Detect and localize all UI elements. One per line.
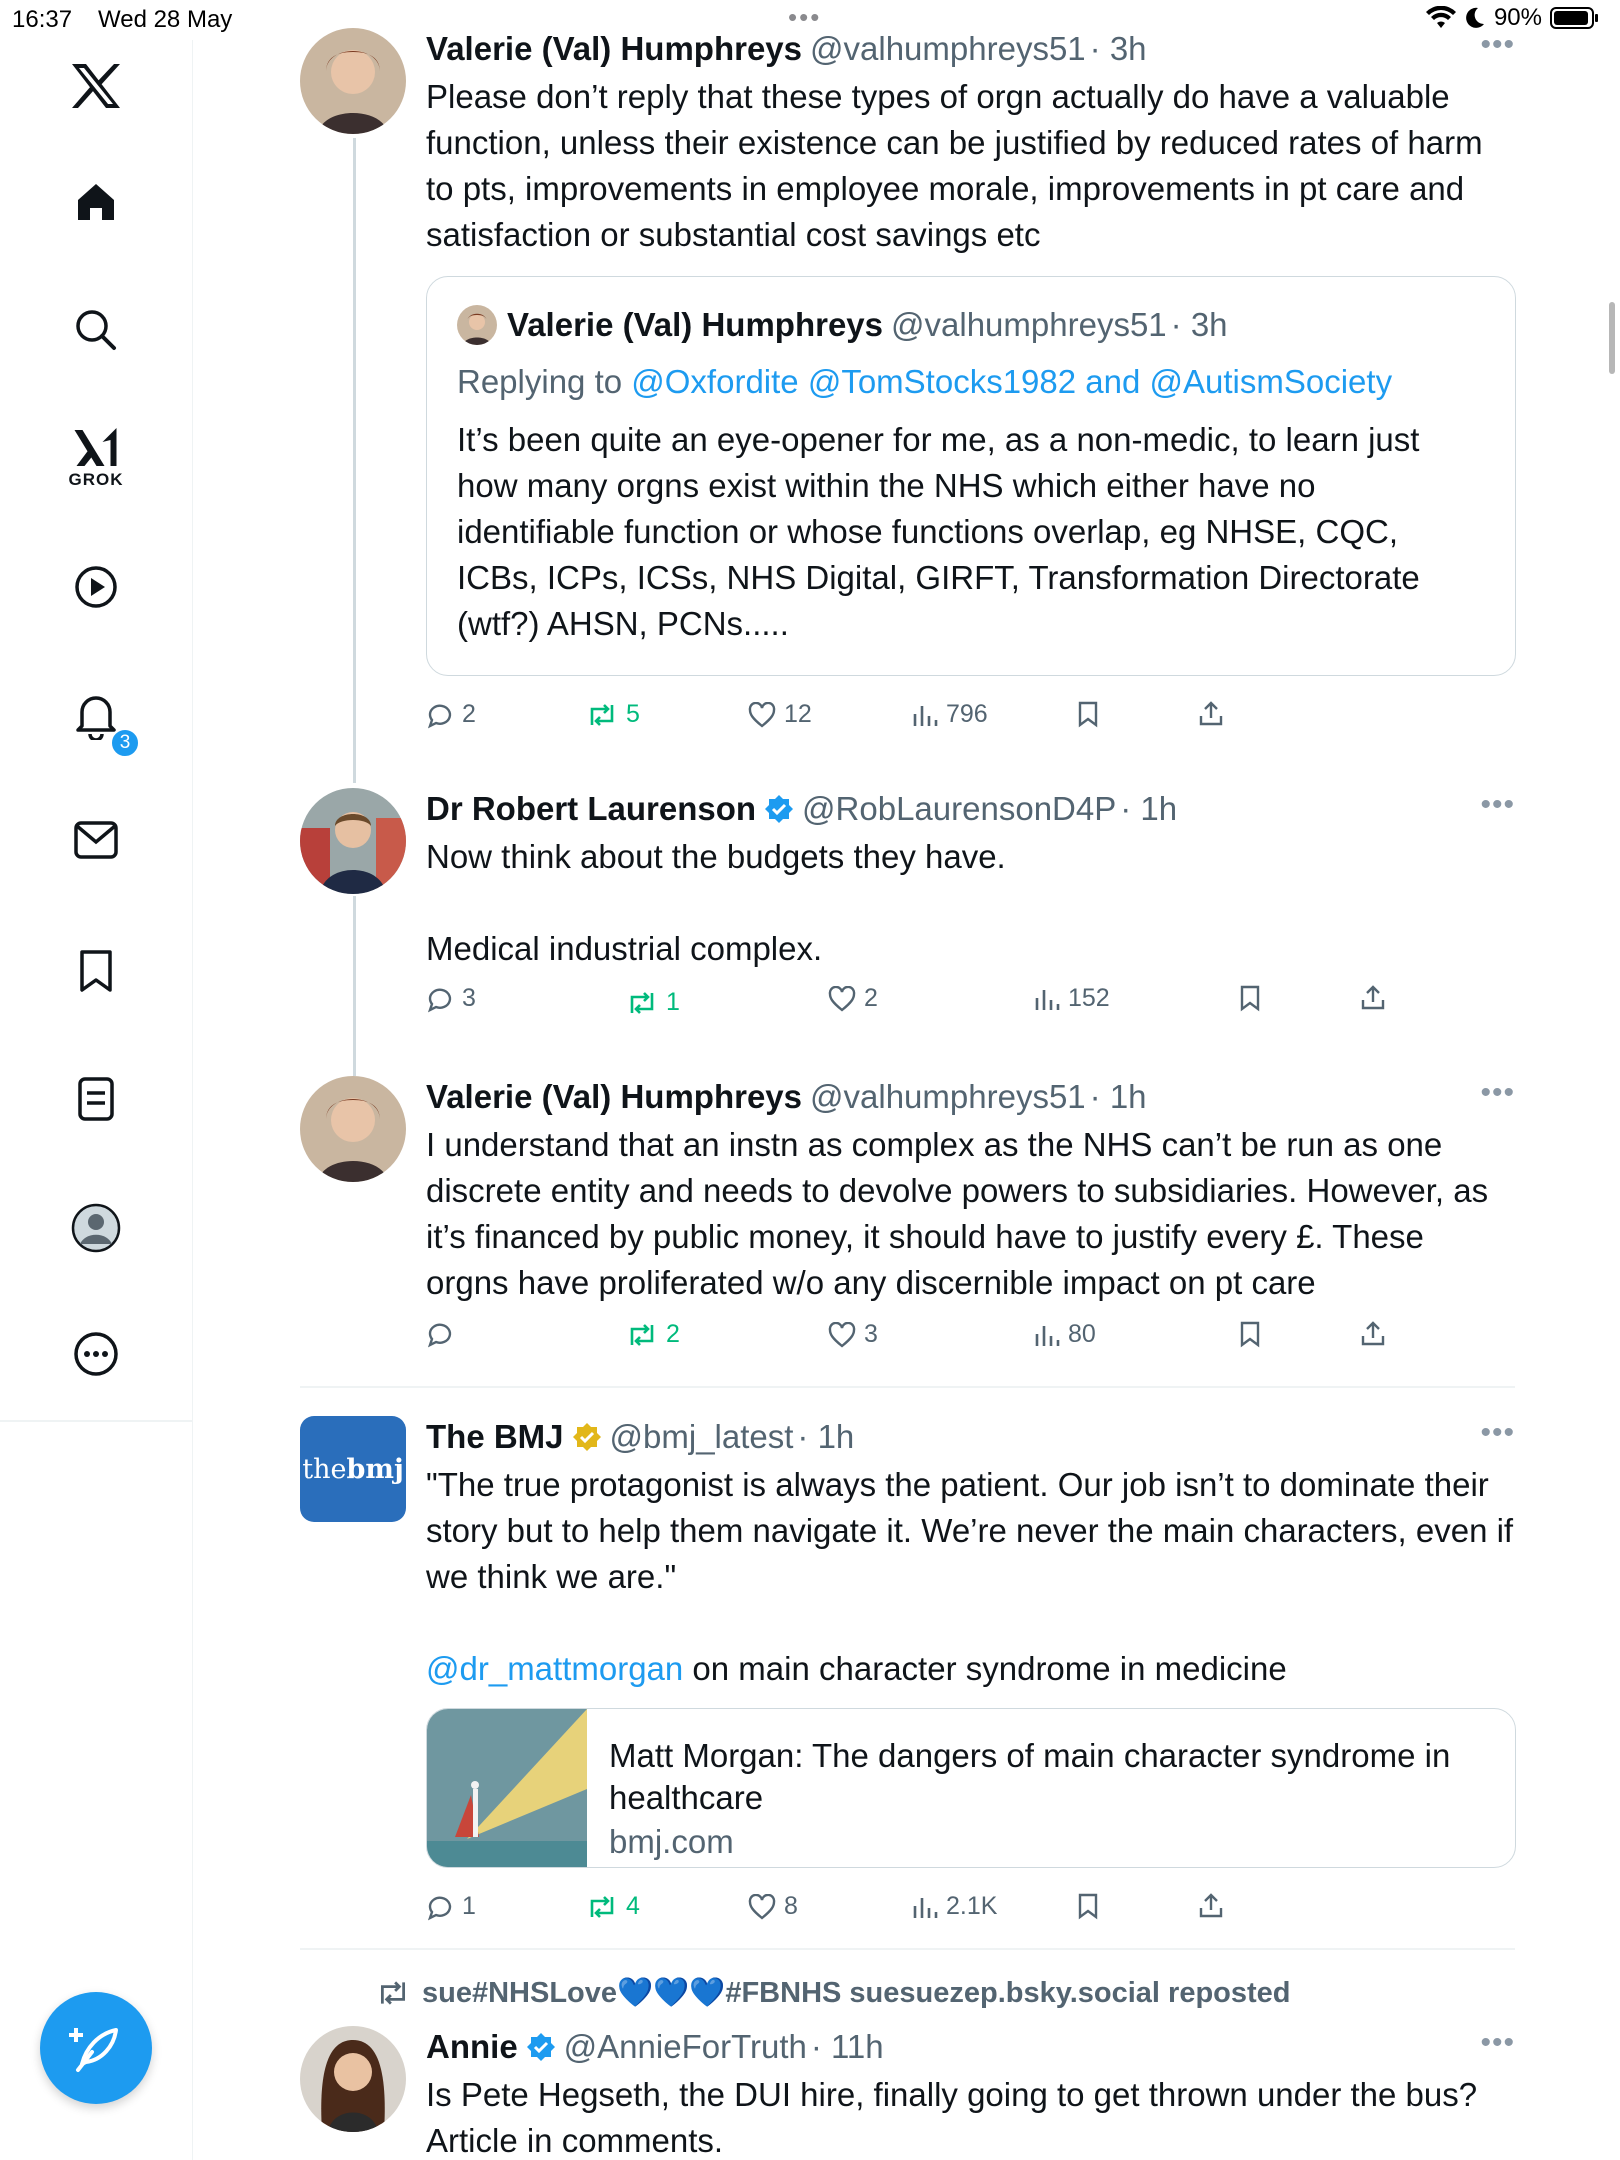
battery-icon [1550, 6, 1600, 30]
author-handle[interactable]: @AnnieForTruth [563, 2028, 807, 2065]
heart-icon [748, 1894, 776, 1920]
author-name[interactable]: Dr Robert Laurenson [426, 790, 757, 827]
tweet-text: Is Pete Hegseth, the DUI hire, finally going to get thrown under the bus? Article in comments. [426, 2076, 1478, 2159]
views-icon [912, 702, 938, 728]
more-options-icon[interactable] [72, 1330, 120, 1378]
heart-icon [828, 986, 856, 1012]
share-icon [1198, 700, 1224, 728]
author-handle[interactable]: @valhumphreys51 [810, 1078, 1086, 1115]
action-bar [426, 700, 1515, 740]
like-button[interactable] [828, 1320, 878, 1349]
tweet-text: I understand that an instn as complex as the NHS can’t be run as one discrete entity and needs to devolve powers to subsidiaries. However, as it’s financed by public money, it should have to justify every £. These orgns have proliferated w/o any discernible impact on pt care [426, 1126, 1489, 1301]
author-handle[interactable]: @valhumphreys51 [810, 30, 1086, 67]
more-menu-icon[interactable]: ••• [1480, 788, 1515, 821]
bookmark-button[interactable] [1238, 1320, 1262, 1348]
author-name[interactable]: Valerie (Val) Humphreys [426, 1078, 803, 1115]
reply-button[interactable] [426, 1892, 476, 1921]
compose-feather-icon [68, 2020, 124, 2076]
thread-line [353, 138, 356, 783]
wifi-icon [1426, 6, 1456, 30]
repost-icon [626, 989, 658, 1017]
repost-label: #FBNHS suesuezep.bsky.social reposted [725, 1977, 1291, 2009]
tweet-text [426, 834, 1515, 972]
action-bar [426, 984, 1515, 1024]
bookmark-icon [1238, 1320, 1262, 1348]
notifications-icon[interactable] [73, 692, 119, 740]
more-menu-icon[interactable]: ••• [1480, 28, 1515, 61]
bookmark-icon [1076, 1892, 1100, 1920]
reply-icon [426, 1320, 454, 1348]
views-icon [1034, 986, 1060, 1012]
views-button[interactable] [912, 700, 988, 729]
bookmark-button[interactable] [1076, 700, 1100, 728]
repost-icon [586, 701, 618, 729]
view-count: 2.1K [946, 1892, 998, 1920]
avatar[interactable] [300, 788, 406, 894]
quoted-tweet-header [457, 305, 1228, 345]
tweet-header [426, 1076, 1515, 1118]
sidebar [0, 40, 193, 2160]
like-count: 8 [784, 1892, 798, 1920]
avatar[interactable] [300, 2026, 406, 2132]
reply-button[interactable] [426, 700, 476, 729]
tweet-text [426, 1462, 1515, 1692]
post-time[interactable]: · 11h [810, 2028, 884, 2065]
repost-icon [586, 1893, 618, 1921]
views-button[interactable] [1034, 984, 1110, 1013]
view-count: 152 [1068, 984, 1110, 1012]
link-card-title: Matt Morgan: The dangers of main character syndrome in healthcare [609, 1737, 1451, 1816]
repost-button[interactable] [586, 1892, 640, 1921]
bookmark-button[interactable] [1238, 984, 1262, 1012]
verified-badge-icon [526, 2032, 556, 2062]
link-card-domain: bmj.com [609, 1823, 734, 1860]
repost-context[interactable] [376, 1976, 1291, 2010]
repost-button[interactable] [586, 700, 640, 729]
tweet-quote-text: "The true protagonist is always the patient. Our job isn’t to dominate their story but to help them navigate it. We’re never the main characters, even if we think we are." [426, 1466, 1514, 1595]
repost-icon [376, 1978, 410, 2008]
repost-count: 4 [626, 1892, 640, 1920]
avatar[interactable] [300, 1416, 406, 1522]
post-time[interactable]: · 1h [1089, 1078, 1147, 1115]
moon-icon [1464, 6, 1486, 30]
x-logo-icon[interactable] [70, 62, 122, 110]
reply-count: 2 [462, 700, 476, 728]
tweet-header [426, 788, 1515, 830]
link-card-image [427, 1709, 587, 1868]
avatar[interactable] [300, 28, 406, 134]
view-count: 796 [946, 700, 988, 728]
bmj-logo-text-a: the [302, 1453, 347, 1485]
status-time: 16:37 [12, 6, 73, 33]
views-button[interactable] [912, 1892, 997, 1921]
quoted-author-handle: @valhumphreys51 [891, 306, 1167, 343]
tweet-header [426, 2026, 1515, 2068]
views-icon [1034, 1322, 1060, 1348]
status-date: Wed 28 May [98, 6, 233, 33]
messages-icon[interactable] [73, 820, 119, 860]
repost-icon [626, 1321, 658, 1349]
grok-icon[interactable] [69, 426, 124, 490]
notifications-badge: 3 [110, 728, 140, 758]
reply-icon [426, 1893, 454, 1921]
action-bar [426, 1320, 1515, 1360]
quoted-post-time: · 3h [1170, 306, 1228, 343]
author-name[interactable]: Annie [426, 2028, 518, 2065]
quoted-tweet[interactable] [426, 276, 1516, 676]
post-time[interactable]: · 3h [1089, 30, 1147, 67]
reply-icon [426, 985, 454, 1013]
share-button[interactable] [1360, 1320, 1386, 1348]
multitasking-dots-icon[interactable]: ••• [788, 2, 822, 32]
tweet-divider [300, 1386, 1515, 1388]
more-menu-icon[interactable]: ••• [1480, 2026, 1515, 2059]
share-button[interactable] [1198, 1892, 1224, 1920]
link-card[interactable] [426, 1708, 1516, 1868]
share-icon [1360, 984, 1386, 1012]
bookmarks-icon[interactable] [76, 948, 116, 994]
reply-icon [426, 701, 454, 729]
bookmark-icon [1238, 984, 1262, 1012]
share-button[interactable] [1198, 700, 1224, 728]
sidebar-divider [0, 1420, 193, 1422]
like-button[interactable] [828, 984, 878, 1013]
share-icon [1198, 1892, 1224, 1920]
home-icon[interactable] [74, 180, 118, 224]
compose-post-button[interactable] [40, 1992, 152, 2104]
author-handle[interactable]: @bmj_latest [609, 1418, 794, 1455]
replying-to-prefix: Replying to [457, 363, 632, 400]
tweet-divider [300, 1948, 1515, 1950]
replying-to [457, 363, 1392, 401]
like-count: 12 [784, 700, 812, 728]
more-menu-icon[interactable]: ••• [1480, 1416, 1515, 1449]
tweet-text: Please don’t reply that these types of orgn actually do have a valuable function, unless their existence can be justified by reduced rates of harm to pts, improvements in employee morale, improvements in pt care and satisfaction or substantial cost savings etc [426, 78, 1483, 253]
reply-count: 1 [462, 1892, 476, 1920]
views-icon [912, 1894, 938, 1920]
repost-count: 2 [666, 1320, 680, 1348]
author-name[interactable]: Valerie (Val) Humphreys [426, 30, 803, 67]
post-time[interactable]: · 1h [797, 1418, 855, 1455]
tweet-mention-line [426, 1646, 1515, 1692]
tweet-header [426, 1416, 1515, 1458]
post-time[interactable]: · 1h [1120, 790, 1178, 827]
views-button[interactable] [1034, 1320, 1096, 1349]
scrollbar[interactable] [1609, 302, 1615, 374]
quoted-author-name: Valerie (Val) Humphreys [507, 306, 884, 343]
like-button[interactable] [748, 1892, 798, 1921]
search-icon[interactable] [74, 308, 118, 352]
bookmark-icon [1076, 700, 1100, 728]
repost-button[interactable] [626, 988, 680, 1017]
share-button[interactable] [1360, 984, 1386, 1012]
repost-user-name[interactable]: sue#NHSLove [422, 1977, 618, 2009]
thread-line [353, 896, 356, 1076]
battery-percent: 90% [1493, 4, 1542, 31]
video-icon[interactable] [73, 564, 119, 610]
blue-hearts-emoji: 💙💙💙 [617, 1977, 726, 2009]
tweet-text-line: Now think about the budgets they have. [426, 838, 1006, 875]
heart-icon [828, 1322, 856, 1348]
action-bar [426, 1892, 1515, 1932]
reply-count: 3 [462, 984, 476, 1012]
replying-to-users[interactable]: @Oxfordite @TomStocks1982 and @AutismSociety [631, 363, 1393, 400]
author-name[interactable]: The BMJ [426, 1418, 564, 1455]
share-icon [1360, 1320, 1386, 1348]
repost-count: 5 [626, 700, 640, 728]
bookmark-button[interactable] [1076, 1892, 1100, 1920]
tweet-text-line: Medical industrial complex. [426, 930, 823, 967]
repost-count: 1 [666, 988, 680, 1016]
author-handle[interactable]: @RobLaurensonD4P [802, 790, 1117, 827]
lists-icon[interactable] [76, 1076, 116, 1122]
mention-link[interactable]: @dr_mattmorgan [426, 1650, 684, 1687]
like-count: 3 [864, 1320, 878, 1348]
tweet-header [426, 28, 1515, 70]
grok-label: GROK [68, 470, 124, 489]
avatar[interactable] [300, 1076, 406, 1182]
quoted-tweet-text: It’s been quite an eye-opener for me, as a non-medic, to learn just how many orgns exist within the NHS which either have no identifiable function or whose functions overlap, eg NHSE, CQC, ICBs, ICPs, ICSs, NHS Digital, GIRFT, Transformation Directorate (wtf?) AHSN, PCNs..... [457, 421, 1420, 642]
like-button[interactable] [748, 700, 812, 729]
mention-rest: on main character syndrome in medicine [683, 1650, 1287, 1687]
reply-button[interactable] [426, 984, 476, 1013]
reply-button[interactable] [426, 1320, 462, 1348]
profile-icon[interactable] [70, 1202, 122, 1254]
like-count: 2 [864, 984, 878, 1012]
bmj-logo-text-b: bmj [346, 1453, 404, 1485]
avatar [457, 305, 497, 345]
heart-icon [748, 702, 776, 728]
repost-button[interactable] [626, 1320, 680, 1349]
verified-gold-badge-icon [572, 1422, 602, 1452]
more-menu-icon[interactable]: ••• [1480, 1076, 1515, 1109]
verified-badge-icon [764, 794, 794, 824]
view-count: 80 [1068, 1320, 1096, 1348]
